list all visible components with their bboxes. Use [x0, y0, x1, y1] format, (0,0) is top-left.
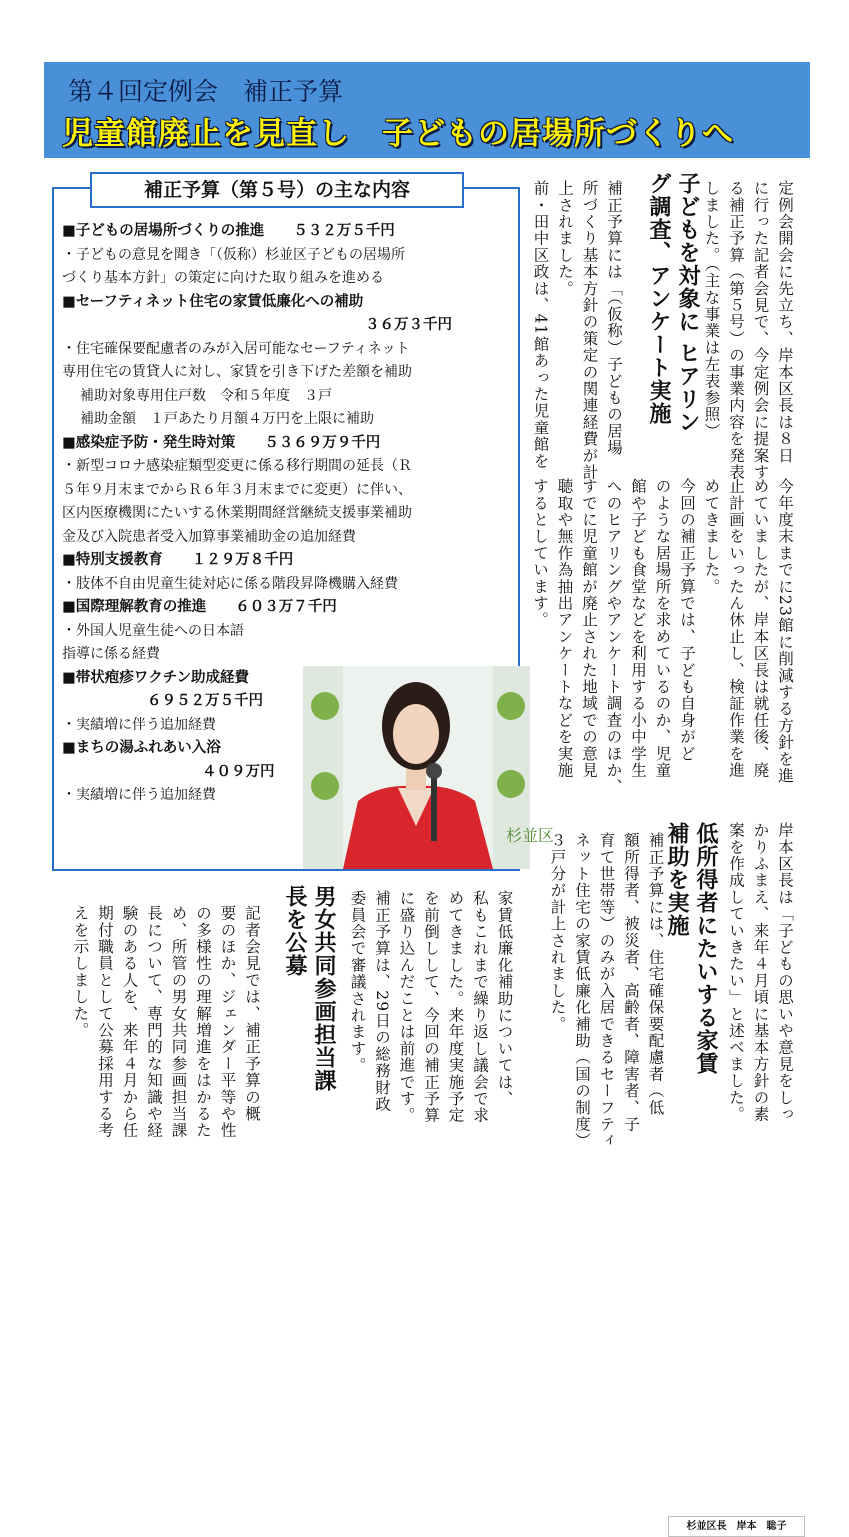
gender-body [68, 905, 264, 1150]
survey-body-bottom [724, 822, 798, 1152]
budget-item-amount: ３６万３千円 [365, 317, 452, 333]
rent-col: に盛り込んだことは前進です。 [397, 890, 416, 1124]
backdrop-label: 杉並区 [506, 826, 555, 845]
mayor-photo-illustration [303, 666, 555, 869]
budget-item-desc: 補助金額 １戸あたり月額４万円を上限に補助 [80, 411, 374, 427]
survey-body-top [528, 180, 626, 481]
survey-heading-line: グ調査、アンケート実施 [646, 172, 671, 425]
budget-item-desc: ・子どもの意見を聞き「（仮称）杉並区子どもの居場所 [62, 246, 405, 263]
survey-col: めてきました。 [702, 478, 721, 595]
survey-col: 案を作成していきたい」と述べました。 [727, 822, 745, 1123]
rent-col: 委員会で審議されます。 [348, 890, 367, 1074]
gender-col: 記者会見では、補正予算の概 [243, 905, 261, 1123]
survey-heading-line: 子どもを対象に ヒアリン [675, 172, 700, 434]
gender-heading [280, 885, 338, 1147]
rent-col: 額所得者、被災者、高齢者、障害者、子 [622, 832, 640, 1133]
rent-col: ネット住宅の家賃低廉化補助（国の制度） [573, 832, 591, 1150]
budget-item-amount: ４０９万円 [202, 763, 275, 780]
budget-item-desc: づくり基本方針」の策定に向けた取り組みを進める [62, 270, 384, 286]
survey-col: すでに児童館が廃止された地域での意見 [580, 478, 598, 779]
rent-body-bottom [345, 890, 517, 1148]
rent-col: めてきました。来年度実施予定 [446, 890, 465, 1124]
budget-item-heading: ■感染症予防・発生時対策 ５３６９万９千円 [62, 434, 381, 451]
budget-item-heading: ■子どもの居場所づくりの推進 ５３２万５千円 [62, 223, 395, 239]
gender-col: えを示しました。 [71, 905, 90, 1039]
survey-body-middle [528, 478, 798, 813]
budget-item-heading: ■まちの湯ふれあい入浴 [62, 740, 221, 756]
gender-col: 験のある人を、来年４月から任 [120, 905, 139, 1139]
rent-heading [662, 822, 720, 1147]
survey-col: 今年度末までに23館に削減する方針を進 [776, 478, 794, 785]
budget-item-desc: ・新型コロナ感染症類型変更に係る移行期間の延長（Ｒ [62, 458, 412, 474]
banner-headline: 児童館廃止を見直し 子どもの居場所づくりへ [62, 116, 734, 152]
budget-item-desc: 補助対象専用住戸数 令和５年度 ３戸 [80, 387, 332, 404]
rent-col: を前倒しして、今回の補正予算 [422, 890, 440, 1124]
survey-col: へのヒアリングやアンケート調査のほか、 [604, 478, 623, 796]
title-banner [44, 62, 810, 158]
survey-col: 館や子ども食堂などを利用する小中学生 [629, 478, 647, 779]
rent-col: 育て世帯等）のみが入居できるセーフティ [597, 832, 616, 1150]
intro-article [699, 180, 797, 481]
survey-col: 前・田中区政は、41館あった児童館を [531, 180, 550, 470]
rent-col: 家賃低廉化補助については、 [495, 890, 514, 1108]
intro-col: しました。（主な事業は左表参照） [702, 180, 721, 440]
gender-col: め、所管の男女共同参画担当課 [169, 905, 188, 1139]
gender-heading-line: 長を公募 [282, 885, 307, 977]
budget-box-title: 補正予算（第５号）の主な内容 [90, 172, 464, 208]
budget-item-desc: ・外国人児童生徒への日本語 [62, 622, 244, 639]
intro-col: 定例会開会に先立ち、岸本区長は８日 [776, 180, 794, 464]
survey-col: 補正予算には「（仮称）子どもの居場 [605, 180, 623, 457]
budget-item-desc: ・肢体不自由児童生徒対応に係る階段昇降機購入経費 [62, 575, 398, 592]
survey-col: するとしています。 [531, 478, 549, 629]
intro-col: る補正予算（第５号）の事業内容を発表 [727, 180, 745, 481]
survey-col: かりふまえ、来年４月頃に基本方針の素 [751, 822, 770, 1123]
survey-col: 今回の補正予算では、子ども自身がど [678, 478, 696, 762]
gender-heading-line: 男女共同参画担当課 [311, 885, 336, 1092]
survey-col: のような居場所を求めているのか、児童 [653, 478, 672, 779]
rent-heading-line: 補助を実施 [664, 822, 689, 937]
budget-item-desc: ・実績増に伴う追加経費 [62, 787, 216, 803]
photo-caption: 杉並区長 岸本 聡子 [668, 1516, 805, 1537]
gender-col: 要のほか、ジェンダー平等や性 [218, 905, 237, 1139]
rent-col: ３戸分が計上されました。 [548, 832, 567, 1033]
budget-item-desc: ・住宅確保要配慮者のみが入居可能なセーフティネット [62, 340, 410, 357]
rent-body-top [545, 832, 668, 1150]
survey-col: 岸本区長は「子どもの思いや意見をしっ [776, 822, 794, 1123]
gender-col: 長について、専門的な知識や経 [145, 905, 163, 1139]
budget-item-heading: ■国際理解教育の推進 ６０３万７千円 [62, 599, 337, 615]
rent-col: 補正予算には、住宅確保要配慮者（低 [646, 832, 665, 1116]
rent-col: 補正予算は、29日の総務財政 [373, 890, 391, 1113]
survey-heading [644, 172, 702, 482]
survey-col: 上されました。 [556, 180, 574, 297]
budget-item-desc: 指導に係る経費 [62, 646, 160, 662]
budget-item-heading: ■セーフティネット住宅の家賃低廉化への補助 [62, 293, 364, 310]
gender-col: の多様性の理解増進をはかるた [194, 905, 212, 1139]
budget-item-desc: ５年９月末までからＲ６年３月末までに変更）に伴い、 [62, 481, 412, 498]
budget-item-desc: 金及び入院患者受入加算事業補助金の追加経費 [62, 528, 356, 545]
rent-heading-line: 低所得者にたいする家賃 [693, 822, 718, 1075]
survey-col: めていましたが、岸本区長は就任後、廃 [751, 478, 770, 779]
banner-subtitle: 第４回定例会 補正予算 [68, 77, 344, 106]
budget-item-desc: 専用住宅の賃貸人に対し、家賃を引き下げた差額を補助 [62, 364, 412, 380]
budget-item-desc: 区内医療機関にたいする休業期間経営継続支援事業補助 [62, 505, 412, 521]
survey-col: 止計画をいったん休止し、検証作業を進 [727, 478, 745, 779]
survey-col: 所づくり基本方針の策定の関連経費が計 [580, 180, 599, 481]
survey-col: 聴取や無作為抽出アンケートなどを実施 [555, 478, 574, 779]
intro-col: に行った記者会見で、今定例会に提案す [751, 180, 770, 481]
budget-item-desc: ・実績増に伴う追加経費 [62, 716, 216, 733]
gender-col: 期付職員として公募採用する考 [96, 905, 114, 1139]
budget-item-heading: ■特別支援教育 １２９万８千円 [62, 552, 294, 568]
budget-item-heading: ■帯状疱疹ワクチン助成経費 [62, 669, 249, 686]
rent-col: 私もこれまで繰り返し議会で求 [471, 890, 489, 1124]
budget-item-amount: ６９５２万５千円 [147, 693, 263, 709]
